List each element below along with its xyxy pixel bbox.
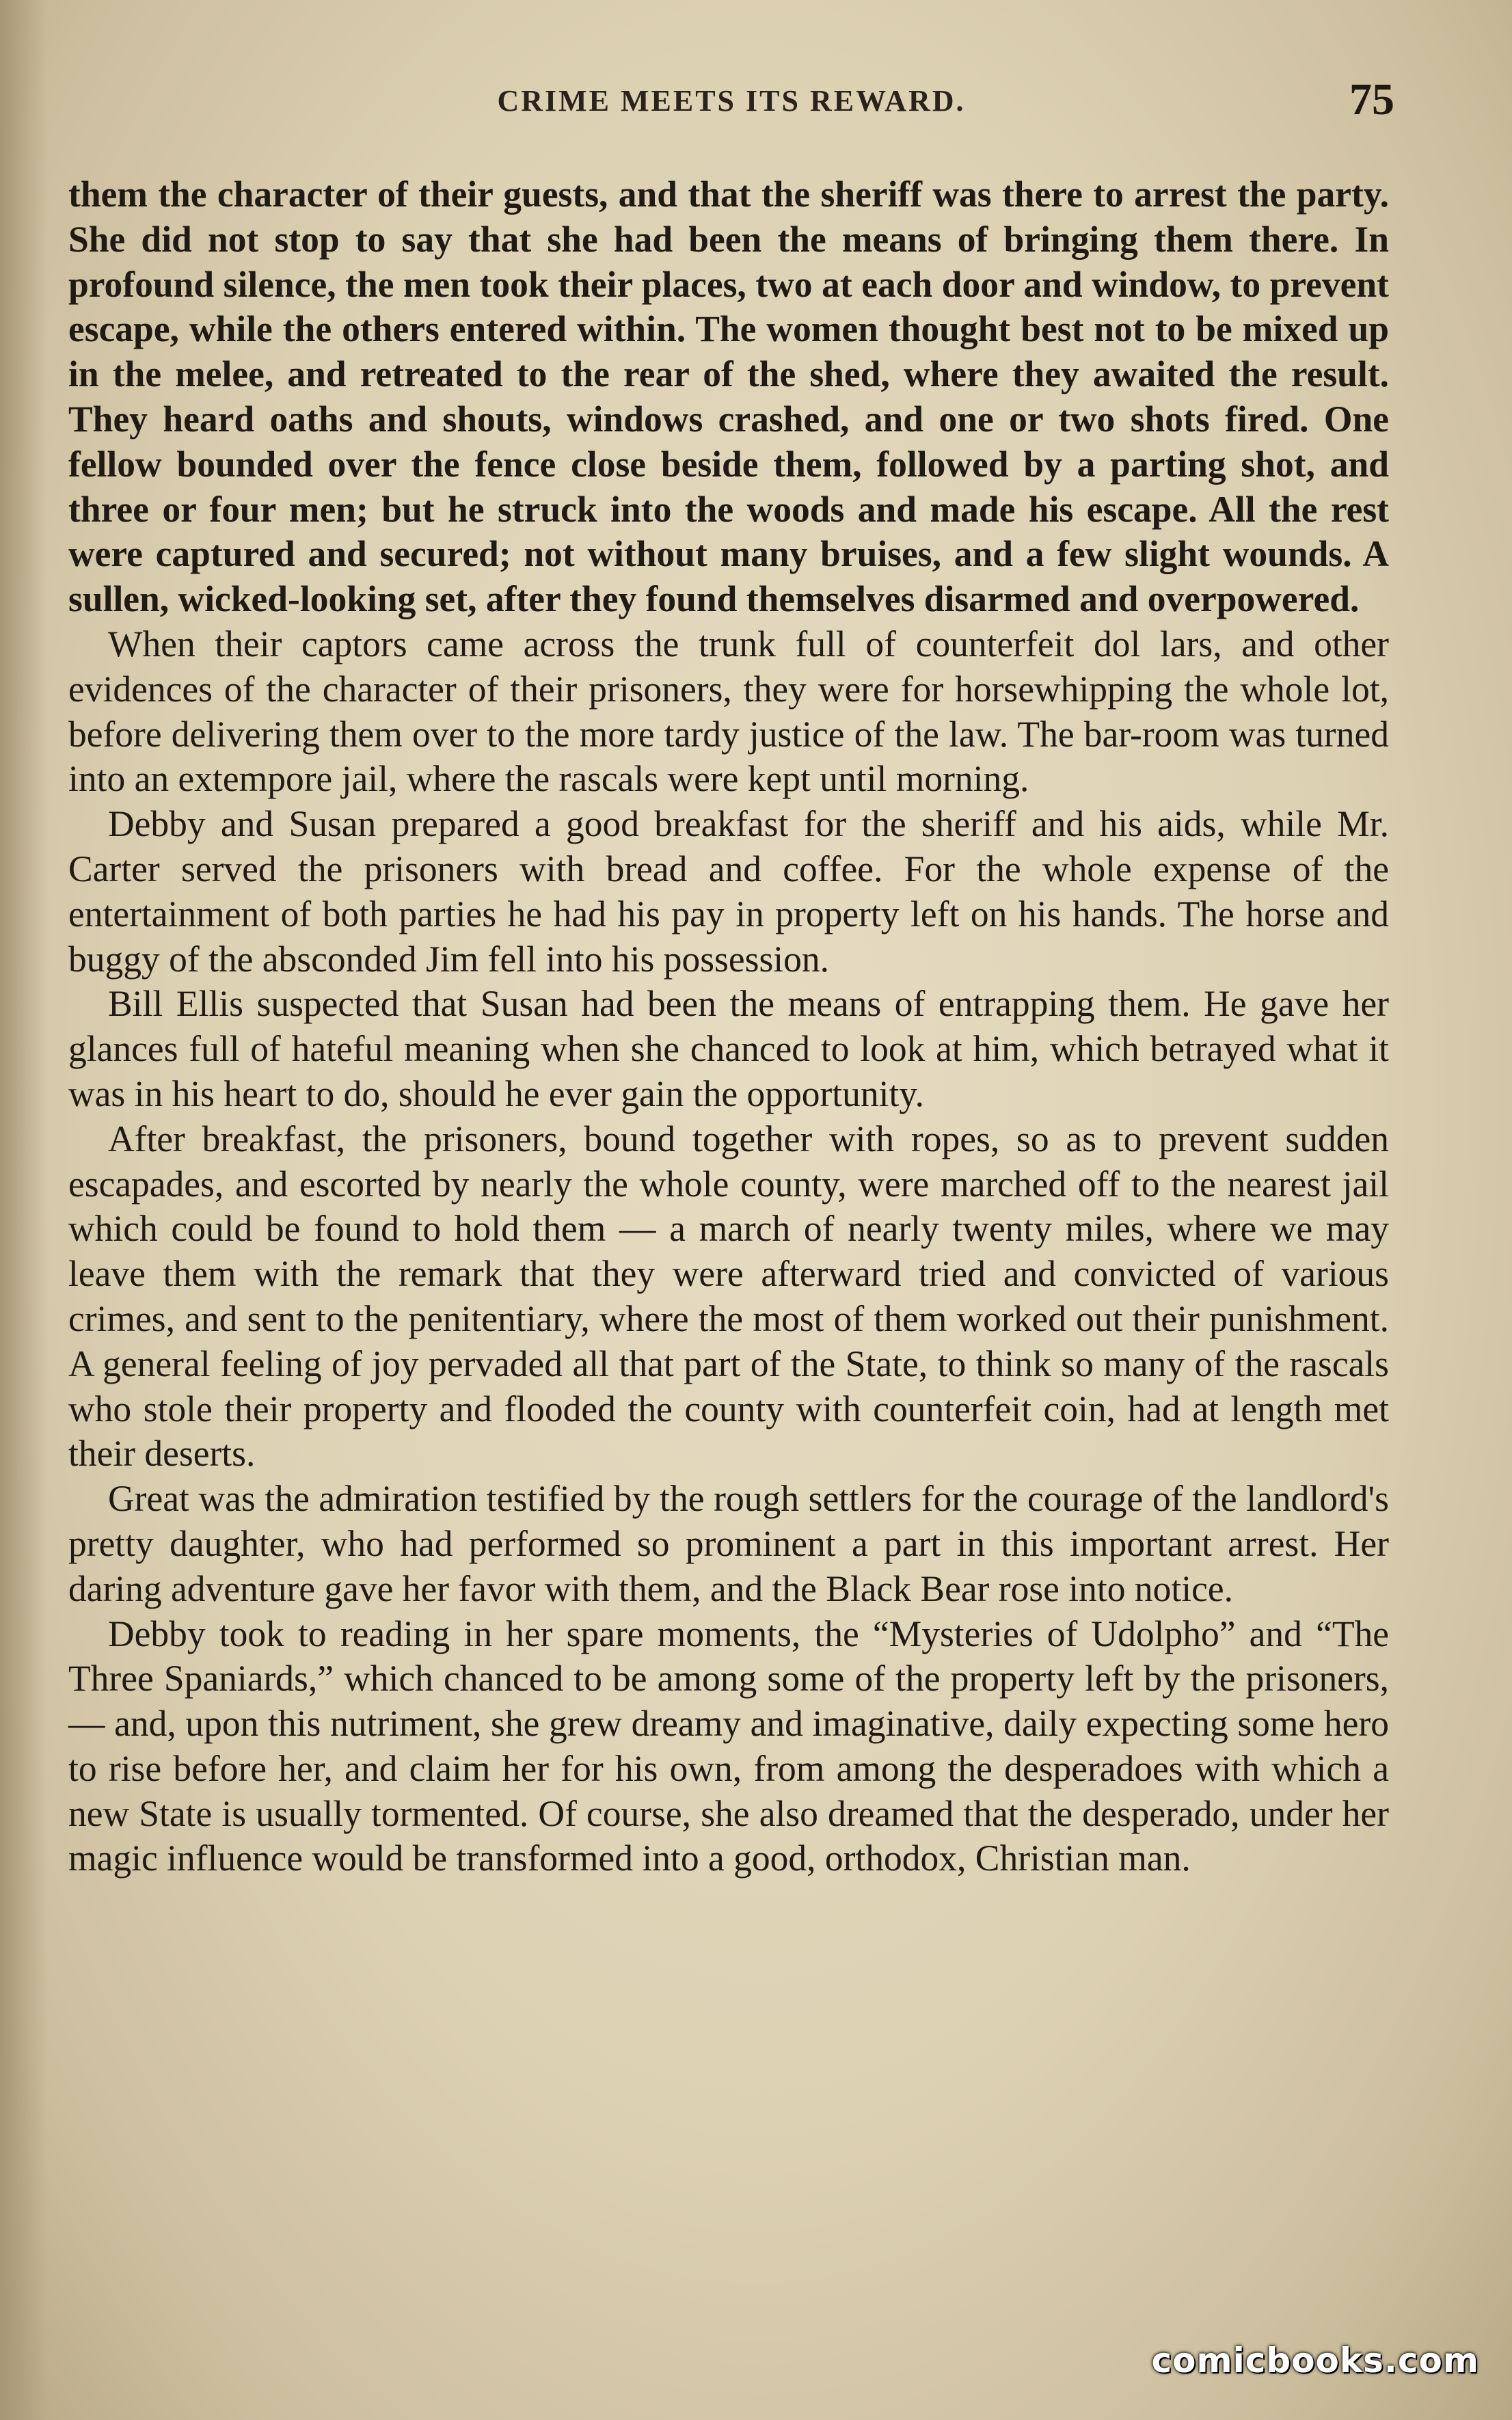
page-header (75, 74, 1394, 129)
watermark: comicbooks.com (1151, 2341, 1479, 2380)
page-gutter-shadow (0, 0, 48, 2420)
paragraph-2: When their captors came across the trunk full of counterfeit dol lars, and other evidences of the character of their prisoners, they were for horsewhipping the whole lot, before delivering them over to the more tardy justice of the law. The bar-room was turned into an extempore jail, where the rascals were kept until morning. (68, 623, 1389, 800)
page-body (68, 172, 1389, 1881)
paragraph-6: Great was the admiration testified by the rough settlers for the courage of the landlord's pretty daughter, who had performed so prominent a part in this important arrest. Her daring adventure gave her favor with them, and the Black Bear rose into notice. (68, 1478, 1389, 1609)
paragraph-3: Debby and Susan prepared a good breakfast for the sheriff and his aids, while Mr. Carter served the prisoners with bread and coffee. For the whole expense of the entertainment of both parties he had his pay in property left on his hands. The horse and buggy of the absconded Jim fell into his possession. (68, 803, 1389, 980)
page-number: 75 (1349, 75, 1394, 124)
paragraph-1: them the character of their guests, and that the sheriff was there to arrest the party. She did not stop to say that she had been the means of bringing them there. In profound silence, the men took their places, two at each door and window, to prevent escape, while the others entered within. The women thought best not to be mixed up in the melee, and retreated to the rear of the shed, where they awaited the result. They heard oaths and shouts, windows crashed, and one or two shots fired. One fellow bounded over the fence close beside them, followed by a parting shot, and three or four men; but he struck into the woods and made his escape. All the rest were captured and secured; not without many bruises, and a few slight wounds. A sullen, wicked-looking set, after they found themselves disarmed and overpowered. (68, 174, 1389, 620)
paragraph-5: After breakfast, the prisoners, bound together with ropes, so as to prevent sudden escapades, and escorted by nearly the whole county, were marched off to the nearest jail which could be found to hold them — a march of nearly twenty miles, where we may leave them with the remark that they were afterward tried and convicted of various crimes, and sent to the penitentiary, where the most of them worked out their punishment. A general feeling of joy pervaded all that part of the State, to think so many of the rascals who stole their property and flooded the county with counterfeit coin, had at length met their deserts. (68, 1118, 1389, 1475)
running-title: CRIME MEETS ITS REWARD. (497, 84, 966, 118)
paragraph-7: Debby took to reading in her spare moments, the “Mysteries of Udolpho” and “The Three Spaniards,” which chanced to be among some of the property left by the prisoners, — and, upon this nutriment, she grew dreamy and imaginative, daily expecting some hero to rise before her, and claim her for his own, from among the desperadoes with which a new State is usually tormented. Of course, she also dreamed that the desperado, under her magic influence would be transformed into a good, orthodox, Christian man. (68, 1613, 1389, 1879)
paragraph-4: Bill Ellis suspected that Susan had been the means of entrapping them. He gave her glances full of hateful meaning when she chanced to look at him, which betrayed what it was in his heart to do, should he ever gain the opportunity. (68, 983, 1389, 1114)
